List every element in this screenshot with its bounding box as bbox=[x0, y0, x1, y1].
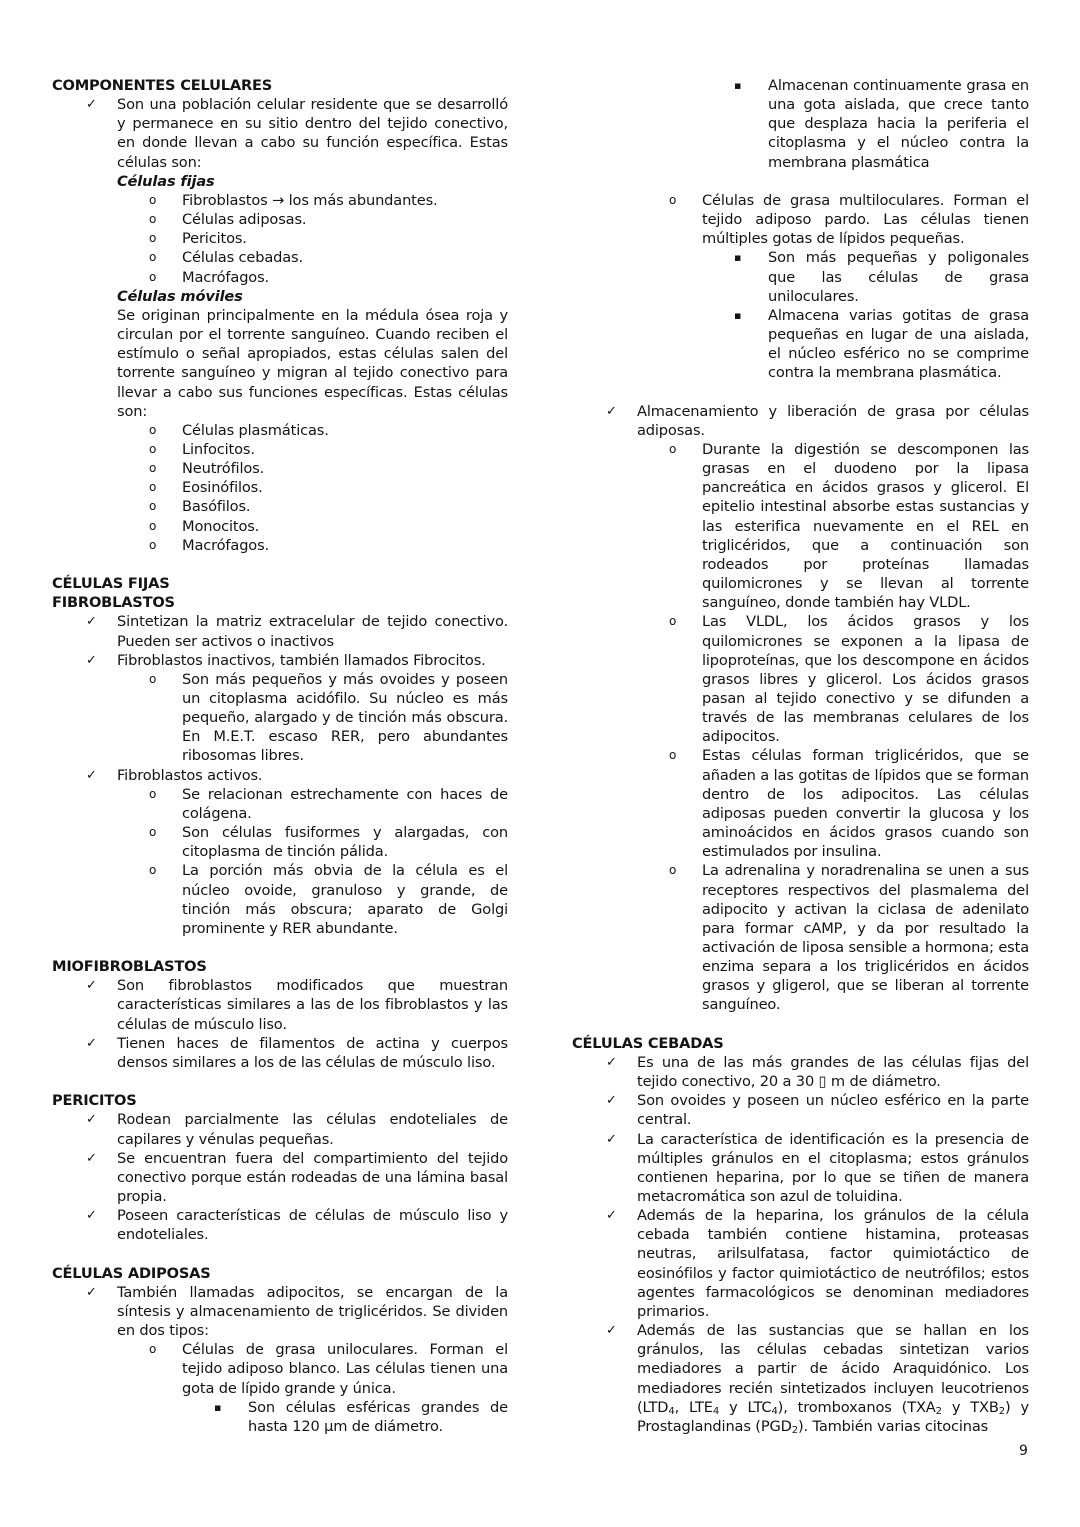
list-item: ✓ Poseen características de células de músculo liso y endoteliales. bbox=[86, 1207, 508, 1244]
check-icon: ✓ bbox=[86, 1284, 97, 1300]
check-icon: ✓ bbox=[86, 1112, 97, 1128]
check-icon: ✓ bbox=[606, 1054, 617, 1070]
list-item: o Pericitos. bbox=[149, 230, 247, 248]
list-item: o Células cebadas. bbox=[149, 249, 303, 267]
page-number: 9 bbox=[1019, 1443, 1028, 1459]
check-icon: ✓ bbox=[86, 1208, 97, 1224]
list-item: ✓ Es una de las más grandes de las células fijas del tejido conectivo, 20 a 30 ▯ m de diámetro. bbox=[606, 1053, 1029, 1091]
circle-bullet-icon: o bbox=[669, 614, 677, 629]
heading-miofibroblastos: MIOFIBROBLASTOS bbox=[52, 958, 207, 976]
circle-bullet-icon: o bbox=[149, 499, 157, 514]
left-column bbox=[52, 76, 508, 1436]
list-item: ✓ Además de la heparina, los gránulos de la célula cebada también contiene histamina, proteasas neutras, arilsulfatasa, factor quimiotáctico de eosinófilos y factor quimiotáctico de neutrófilos; estos agentes farmacológicos se denominan mediadores primarios. bbox=[606, 1207, 1029, 1320]
list-item: o Estas células forman triglicéridos, que se añaden a las gotitas de lípidos que se forman dentro de los adipocitos. Las células adiposas pueden convertir la glucosa y los aminoácidos en ácidos grasos cuando son estimulados por insulina. bbox=[669, 747, 1029, 861]
check-icon: ✓ bbox=[606, 403, 617, 419]
list-item: ✓ Además de las sustancias que se hallan en los gránulos, las células cebadas sintetizan varios mediadores a partir de ácido Araquidónico. Los mediadores recién sintetizados incluyen leucotrienos ($LTD_4$, $LTE_4$ y $LTC_4$), tromboxanos ($TXA_2$ y $TXB_2$) y Prostaglandinas $(PGD_2)$. También varias citocinas bbox=[606, 1322, 1029, 1436]
list-item: o La porción más obvia de la célula es el núcleo ovoide, granuloso y grande, de tinción más obscura; aparato de Golgi prominente y RER abundante. bbox=[149, 862, 508, 937]
square-bullet-icon: ▪ bbox=[214, 1400, 222, 1414]
square-bullet-icon: ▪ bbox=[734, 308, 742, 322]
check-icon: ✓ bbox=[86, 978, 97, 994]
list-item: o Eosinófilos. bbox=[149, 479, 263, 497]
heading-fibroblastos: FIBROBLASTOS bbox=[52, 594, 175, 612]
heading-cebadas: CÉLULAS CEBADAS bbox=[572, 1034, 724, 1052]
heading-celulas-fijas: CÉLULAS FIJAS bbox=[52, 575, 170, 593]
list-item: ▪ Almacenan continuamente grasa en una gota aislada, que crece tanto que desplaza hacia la periferia el citoplasma y el núcleo contra la membrana plasmática bbox=[734, 77, 1029, 171]
check-icon: ✓ bbox=[606, 1208, 617, 1224]
circle-bullet-icon: o bbox=[149, 192, 157, 207]
list-item: o Son células fusiformes y alargadas, con citoplasma de tinción pálida. bbox=[149, 824, 508, 861]
list-item: o Células de grasa uniloculares. Forman el tejido adiposo blanco. Las células tienen una gota de lípido grande y única. bbox=[149, 1341, 508, 1397]
circle-bullet-icon: o bbox=[149, 1342, 157, 1357]
list-item: ✓ Se encuentran fuera del compartimiento del tejido conectivo porque están rodeadas de una lámina basal propia. bbox=[86, 1149, 508, 1206]
list-item: o Las VLDL, los ácidos grasos y los quilomicrones se exponen a la lipasa de lipoproteínas, que los descompone en ácidos grasos libres y glicerol. Los ácidos grasos pasan al tejido conectivo y se difunden a través de las membranas celulares de los adipocitos. bbox=[669, 613, 1029, 746]
circle-bullet-icon: o bbox=[149, 786, 157, 801]
square-bullet-icon: ▪ bbox=[734, 79, 742, 92]
list-item: ✓ Son ovoides y poseen un núcleo esférico en la parte central. bbox=[606, 1092, 1029, 1129]
check-icon: ✓ bbox=[86, 614, 97, 630]
heading-pericitos: PERICITOS bbox=[52, 1092, 137, 1110]
circle-bullet-icon: o bbox=[149, 231, 157, 246]
list-item: o La adrenalina y noradrenalina se unen a sus receptores respectivos del plasmalema del adipocito y activan la ciclasa de adenilato para formar cAMP, y da por resultado la activación de liposa sensible a hormona; esta enzima separa a los triglicéridos en ácidos grasos y gligerol, que se liberan al torrente sanguíneo. bbox=[669, 862, 1029, 1014]
circle-bullet-icon: o bbox=[149, 461, 157, 476]
list-item: ✓ Fibroblastos activos. bbox=[86, 766, 263, 784]
square-bullet-icon: ▪ bbox=[734, 251, 742, 265]
list-item: ✓ Rodean parcialmente las células endoteliales de capilares y vénulas pequeñas. bbox=[86, 1111, 508, 1148]
circle-bullet-icon: o bbox=[149, 863, 157, 878]
check-icon: ✓ bbox=[606, 1323, 617, 1339]
list-item: ▪ Son células esféricas grandes de hasta 120 µm de diámetro. bbox=[214, 1398, 508, 1435]
heading-adiposas: CÉLULAS ADIPOSAS bbox=[52, 1264, 211, 1282]
subheading-fijas: Células fijas bbox=[117, 172, 215, 190]
list-item: o Son más pequeños y más ovoides y poseen un citoplasma acidófilo. Su núcleo es más pequeño, alargado y de tinción más obscura. En M.E.T. escaso RER, pero abundantes ribosomas libres. bbox=[149, 670, 508, 765]
circle-bullet-icon: o bbox=[149, 441, 157, 456]
list-item: ▪ Almacena varias gotitas de grasa pequeñas en lugar de una aislada, el núcleo esférico no se comprime contra la membrana plasmática. bbox=[734, 306, 1029, 382]
list-item: o Células adiposas. bbox=[149, 211, 307, 229]
circle-bullet-icon: o bbox=[149, 518, 157, 533]
circle-bullet-icon: o bbox=[669, 863, 677, 878]
list-item: ✓ Fibroblastos inactivos, también llamados Fibrocitos. bbox=[86, 651, 486, 669]
list-item: ✓ Sintetizan la matriz extracelular de tejido conectivo. Pueden ser activos o inactivos bbox=[86, 613, 508, 650]
circle-bullet-icon: o bbox=[149, 212, 157, 227]
paragraph-moviles: Se originan principalmente en la médula ósea roja y circulan por el torrente sanguíneo. Cuando reciben el estímulo o señal apropiados, estas células salen del torrente sanguíneo y migran al tejido conectivo para llevar a cabo sus funciones específicas. Estas células son: bbox=[117, 306, 508, 420]
list-item: o Fibroblastos → los más abundantes. bbox=[149, 191, 438, 209]
list-item: ✓ También llamadas adipocitos, se encargan de la síntesis y almacenamiento de triglicéridos. Se dividen en dos tipos: bbox=[86, 1283, 508, 1340]
list-item: o Neutrófilos. bbox=[149, 460, 265, 478]
circle-bullet-icon: o bbox=[149, 269, 157, 284]
list-item: o Durante la digestión se descomponen las grasas en el duodeno por la lipasa pancreática en ácidos grasos y glicerol. El epitelio intestinal absorbe estas sustancias y las esterifica nuevamente en el REL en triglicéridos, que a continuación son rodeados por proteínas llamadas quilomicrones y se llevan al torrente sanguíneo, donde también hay VLDL. bbox=[669, 440, 1029, 612]
right-column bbox=[572, 76, 1029, 1436]
list-item: ✓ Tienen haces de filamentos de actina y cuerpos densos similares a los de las células de músculo liso. bbox=[86, 1034, 508, 1071]
circle-bullet-icon: o bbox=[149, 250, 157, 265]
subheading-moviles: Células móviles bbox=[117, 287, 243, 305]
list-item: o Macrófagos. bbox=[149, 268, 270, 286]
check-icon: ✓ bbox=[86, 1150, 97, 1166]
circle-bullet-icon: o bbox=[669, 192, 677, 207]
circle-bullet-icon: o bbox=[149, 825, 157, 840]
list-item: ✓ La característica de identificación es la presencia de múltiples gránulos en el citoplasma; estos gránulos contienen heparina, por lo que se tiñen de manera metacromática son azul de toluidina. bbox=[606, 1130, 1029, 1206]
circle-bullet-icon: o bbox=[149, 480, 157, 495]
circle-bullet-icon: o bbox=[669, 441, 677, 456]
circle-bullet-icon: o bbox=[149, 422, 157, 437]
check-icon: ✓ bbox=[606, 1131, 617, 1147]
check-icon: ✓ bbox=[86, 97, 97, 113]
check-icon: ✓ bbox=[86, 1035, 97, 1051]
heading-componentes: COMPONENTES CELULARES bbox=[52, 77, 273, 94]
check-icon: ✓ bbox=[86, 652, 97, 668]
list-item: ✓ Almacenamiento y liberación de grasa por células adiposas. bbox=[606, 402, 1029, 439]
list-item: o Basófilos. bbox=[149, 498, 251, 516]
circle-bullet-icon: o bbox=[149, 671, 157, 686]
check-icon: ✓ bbox=[86, 767, 97, 783]
list-item: o Se relacionan estrechamente con haces de colágena. bbox=[149, 785, 508, 822]
list-item: o Macrófagos. bbox=[149, 536, 270, 554]
list-item: ✓ Son fibroblastos modificados que muestran características similares a las de los fibroblastos y las células de músculo liso. bbox=[86, 977, 508, 1033]
circle-bullet-icon: o bbox=[669, 748, 677, 763]
list-item: o Monocitos. bbox=[149, 517, 260, 535]
list-item: o Células plasmáticas. bbox=[149, 421, 329, 439]
list-item: o Células de grasa multiloculares. Forman el tejido adiposo pardo. Las células tienen múltiples gotas de lípidos pequeñas. bbox=[669, 191, 1029, 248]
list-item: ▪ Son más pequeñas y poligonales que las células de grasa uniloculares. bbox=[734, 249, 1029, 305]
list-item: ✓ Son una población celular residente que se desarrolló y permanece en su sitio dentro del tejido conectivo, en donde llevan a cabo su función específica. Estas células son: bbox=[86, 96, 508, 171]
list-item: o Linfocitos. bbox=[149, 440, 255, 458]
circle-bullet-icon: o bbox=[149, 537, 157, 552]
check-icon: ✓ bbox=[606, 1093, 617, 1109]
